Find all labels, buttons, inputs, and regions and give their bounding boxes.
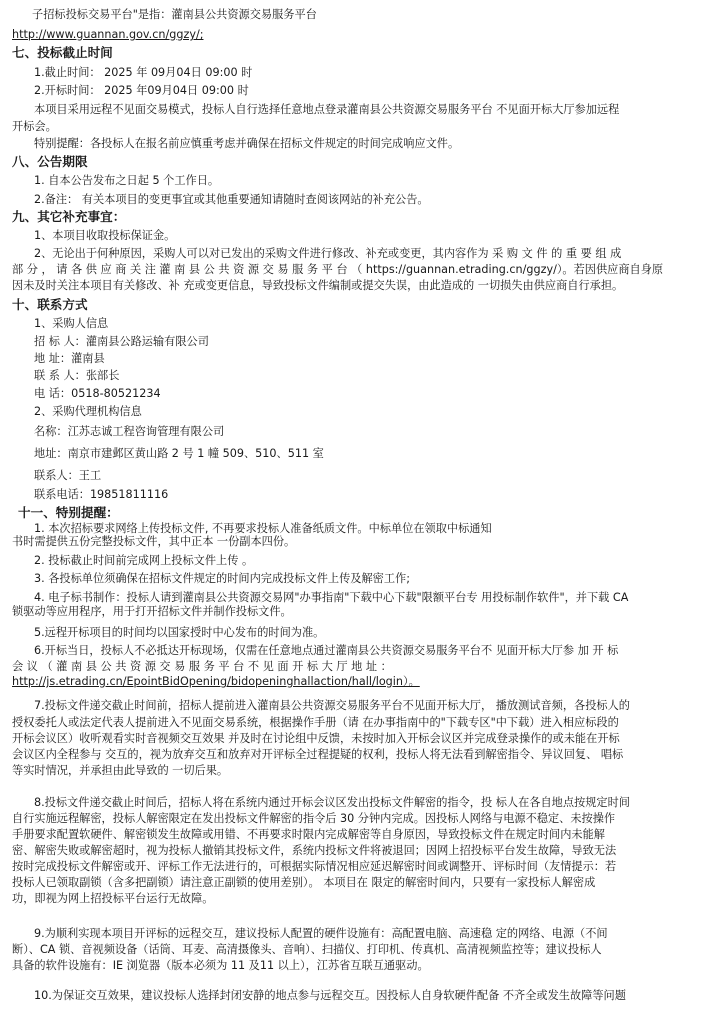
- text-line: 功，即视为网上招投标平台运行无故障。: [12, 892, 214, 905]
- text-line: 会议区内全程参与 交互的，视为放弃交互和放弃对开评标全过程提疑的权利，投标人将无法看到解密指令、异议回复、 唱标: [12, 748, 624, 761]
- text-line: 2、无论出于何种原因，采购人可以对已发出的采购文件进行修改、补充或变更，其内容作为 采 购 文 件 的 重 要 组 成: [34, 247, 622, 260]
- text-line: 手册要求配置软硬件、解密锁发生故障或用错、不再要求时限内完成解密等自身原因，导致投标文件在规定时间内未能解: [12, 828, 605, 841]
- purchaser-contact: 联 系 人：张部长: [34, 369, 120, 382]
- opening-time: 2.开标时间： 2025 年09月04日 09:00 时: [34, 84, 249, 97]
- text-line: 1. 本次招标要求网络上传投标文件, 不再要求投标人准备纸质文件。中标单位在领取中标通知: [34, 522, 492, 535]
- text-line: 1. 自本公告发布之日起 5 个工作日。: [34, 174, 220, 187]
- bid-opening-hall-link[interactable]: http://js.etrading.cn/EpointBidOpening/bidopeninghallaction/hall/login）。: [12, 675, 420, 688]
- text-line: 2.备注： 有关本项目的变更事宜或其他重要通知请随时查阅该网站的补充公告。: [34, 193, 429, 206]
- text-line: 4. 电子标书制作：投标人请到灌南县公共资源交易网"办事指南"下载中心下载"限额平台专 用投标制作软件"，并下载 CA: [34, 591, 629, 604]
- text-line: 开标会议区）收听观看实时音视频交互效果 并及时在讨论组中反馈，未按时加入开标会议区并完成登录操作的或未能在开标: [12, 732, 620, 745]
- agency-address: 地址：南京市建邺区黄山路 2 号 1 幢 509、510、511 室: [34, 447, 324, 460]
- text-line: 7.投标文件递交截止时间前，招标人提前进入灌南县公共资源交易服务平台不见面开标大厅， 播放测试音频，各投标人的: [34, 699, 630, 712]
- text-line: 书时需提供五份完整投标文件，其中正本 一份副本四份。: [12, 535, 296, 548]
- text-line: 锁驱动等应用程序，用于打开招标文件并制作投标文件。: [12, 605, 292, 618]
- text-line: 按时完成投标文件解密或开、评标工作无法进行的，可根据实际情况相应延迟解密时间或调整开、评标时间（友情提示：若: [12, 860, 617, 873]
- text-line: 部 分 ， 请 各 供 应 商 关 注 灌 南 县 公 共 资 源 交 易 服 务 平 台 （ https://guannan.etrading.cn/ggzy/）。若因供应商自身原: [12, 263, 664, 276]
- text-line: 投标人已领取副锁（含多把副锁）请注意正副锁的使用差别）。 本项目在 限定的解密时间内，只要有一家投标人解密成: [12, 876, 596, 889]
- text-line: 断）、CA 锁、音视频设备（话筒、耳麦、高清摄像头、音响）、扫描仪、打印机、传真机、高清视频监控等；建议投标人: [12, 943, 602, 956]
- purchaser-phone: 电 话：0518-80521234: [34, 387, 161, 400]
- section-heading: 十、联系方式: [12, 297, 88, 312]
- text-line: 9.为顺利实现本项目开评标的远程交互，建议投标人配置的硬件设施有：高配置电脑、高速稳 定的网络、电源（不间: [34, 927, 608, 940]
- section-heading: 八、公告期限: [12, 154, 88, 169]
- text-line: 1、采购人信息: [34, 317, 109, 330]
- text-line: 自行实施远程解密，投标人解密限定在发出投标文件解密的指令后 30 分钟内完成。因投标人网络与电源不稳定、未按操作: [12, 812, 616, 825]
- agency-contact: 联系人：王工: [34, 469, 102, 482]
- text-line: 等实时情况，并承担由此导致的 一切后果。: [12, 764, 229, 777]
- text-line: 2. 投标截止时间前完成网上投标文件上传 。: [34, 554, 254, 567]
- section-heading: 九、其它补充事宜：: [12, 209, 126, 224]
- text-line: 8.投标文件递交截止时间后，招标人将在系统内通过开标会议区发出投标文件解密的指令，投 标人在各自地点按规定时间: [34, 796, 630, 809]
- platform-link[interactable]: http://www.guannan.gov.cn/ggzy/;: [12, 28, 204, 41]
- section-heading: 七、投标截止时间: [12, 45, 113, 60]
- text-line: 3. 各投标单位须确保在招标文件规定的时间内完成投标文件上传及解密工作;: [34, 572, 411, 585]
- text-line: 因未及时关注本项目有关修改、补 充或变更信息，导致投标文件编制或提交失误，由此造成的 一切损失由供应商自行承担。: [12, 279, 624, 292]
- section-heading: 十一、特别提醒：: [18, 505, 119, 520]
- text-line: 6.开标当日，投标人不必抵达开标现场，仅需在任意地点通过灌南县公共资源交易服务平台不 见面开标大厅参 加 开 标: [34, 644, 619, 657]
- purchaser-address: 地 址：灌南县: [34, 352, 105, 365]
- deadline-time: 1.截止时间： 2025 年 09月04日 09:00 时: [34, 66, 253, 79]
- text-line: 本项目采用远程不见面交易模式，投标人自行选择任意地点登录灌南县公共资源交易服务平台 不见面开标大厅参加远程: [34, 103, 620, 116]
- agency-phone: 联系电话：19851811116: [34, 488, 169, 501]
- text-line: 10.为保证交互效果，建议投标人选择封闭安静的地点参与远程交互。因投标人自身软硬件配备 不齐全或发生故障等问题: [34, 989, 626, 1002]
- text-line: 具备的软件设施有：IE 浏览器（版本必须为 11 及11 以上），江苏省互联互通驱动。: [12, 959, 429, 972]
- agency-name: 名称：江苏志诚工程咨询管理有限公司: [34, 425, 225, 438]
- purchaser-name: 招 标 人：灌南县公路运输有限公司: [34, 335, 209, 348]
- text-line: 授权委托人或法定代表人提前进入不见面交易系统，根据操作手册（请 在办事指南中的"下载专区"中下载）进入相应标段的: [12, 716, 619, 729]
- text-line: 5.远程开标项目的时间均以国家授时中心发布的时间为准。: [34, 626, 325, 639]
- text-line: 1、本项目收取投标保证金。: [34, 229, 176, 242]
- text-line: 子招标投标交易平台"是指：灌南县公共资源交易服务平台: [32, 8, 317, 21]
- text-line: 会 议 （ 灌 南 县 公 共 资 源 交 易 服 务 平 台 不 见 面 开 标 大 厅 地 址 ：: [12, 660, 392, 673]
- text-line: 特别提醒：各投标人在报名前应慎重考虑并确保在招标文件规定的时间完成响应文件。: [34, 137, 460, 150]
- text-line: 开标会。: [12, 120, 57, 133]
- text-line: 2、采购代理机构信息: [34, 405, 142, 418]
- text-line: 密、解密失败或解密超时，视为投标人撤销其投标文件，系统内投标文件将被退回；因网上招投标平台发生故障，导致无法: [12, 844, 617, 857]
